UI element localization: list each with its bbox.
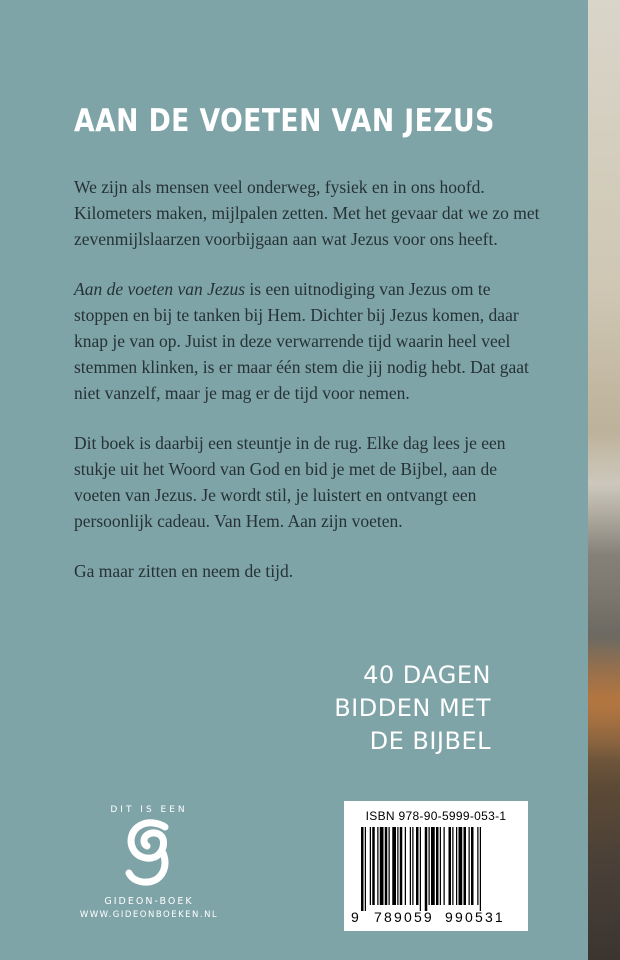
barcode-bar — [389, 827, 390, 905]
cover-photo-strip — [588, 0, 620, 960]
barcode-bar — [412, 827, 413, 905]
book-title: AAN DE VOETEN VAN JEZUS — [74, 103, 495, 139]
barcode-bar — [464, 827, 467, 905]
barcode-bar — [392, 827, 396, 905]
barcode-bar — [385, 827, 388, 905]
blurb-paragraph-3: Dit boek is daarbij een steuntje in de rug. Elke dag lees je een stukje uit het Woord van God en bid je met de Bijbel, aan de voeten van Jezus. Je wordt stil, je luistert en ontvangt een persoonlijk cadeau. Van Hem. Aan zijn voeten. — [74, 433, 506, 531]
barcode-bar — [420, 827, 421, 911]
barcode-bar — [452, 827, 453, 905]
barcode-bar — [377, 827, 378, 905]
tagline — [334, 659, 491, 758]
tagline-line-3: DE BIJBEL — [369, 727, 491, 755]
blurb-paragraph-1: We zijn als mensen veel onderweg, fysiek en in ons hoofd. Kilometers maken, mijlpalen zetten. Met het gevaar dat we zo met zevenmijlslaarzen voorbijgaan aan wat Jezus voor ons heeft. — [74, 177, 540, 249]
book-title-italic: Aan de voeten van Jezus — [74, 279, 246, 299]
blurb-paragraph-4: Ga maar zitten en neem de tijd. — [74, 561, 294, 581]
barcode-bar — [400, 827, 403, 905]
barcode-bar — [365, 827, 366, 911]
barcode-bar — [471, 827, 474, 905]
barcode-bar — [480, 827, 481, 911]
isbn-label: ISBN 978-90-5999-053-1 — [365, 809, 507, 823]
barcode-bar — [405, 827, 406, 905]
gideon-g-logo-icon — [119, 819, 179, 887]
barcode-bar — [456, 827, 457, 905]
tagline-line-2: BIDDEN MET — [334, 694, 491, 722]
barcode-bar — [370, 827, 371, 905]
barcode-bar — [436, 827, 439, 905]
blurb-paragraph-2-text: is een uitnodiging van Jezus om te stoppen en bij te tanken bij Hem. Dichter bij Jezus komen, daar knap je van op. Juist in deze verwarrende tijd waarin heel veel stemmen klinken, is er maar één stem die jij nodig hebt. Dat gaat niet vanzelf, maar je mag er de tijd voor nemen. — [74, 279, 529, 403]
publisher-name: GIDEON-BOEK — [104, 896, 194, 907]
barcode-bar — [440, 827, 441, 905]
barcode-bar — [361, 827, 364, 911]
barcode-bar — [372, 827, 375, 905]
publisher-url: WWW.GIDEONBOEKEN.NL — [79, 910, 219, 920]
blurb — [74, 174, 544, 608]
barcode-bar — [416, 827, 419, 905]
barcode-bar — [431, 827, 435, 905]
publisher-tagline: DIT IS EEN — [110, 805, 188, 815]
isbn-barcode — [344, 801, 528, 931]
barcode-bar — [477, 827, 478, 905]
tagline-line-1: 40 DAGEN — [363, 661, 491, 689]
barcode-bar — [429, 827, 430, 905]
sunlight-photo-detail — [588, 640, 620, 760]
barcode-bar — [444, 827, 445, 905]
blurb-paragraph-2 — [74, 276, 544, 406]
barcode-digit-first: 9 — [351, 909, 359, 925]
barcode-bar — [425, 827, 428, 911]
barcode-digits-right: 990531 — [445, 909, 505, 925]
barcode-bar — [459, 827, 463, 905]
barcode-digits-left: 789059 — [374, 909, 434, 925]
publisher-block — [60, 805, 238, 920]
barcode-bar — [410, 827, 411, 905]
barcode-bar — [449, 827, 452, 905]
barcode-bars — [361, 827, 517, 911]
mountain-photo-detail — [588, 430, 620, 610]
barcode-bar — [469, 827, 470, 905]
barcode-bar — [397, 827, 398, 905]
barcode-bar — [380, 827, 384, 905]
